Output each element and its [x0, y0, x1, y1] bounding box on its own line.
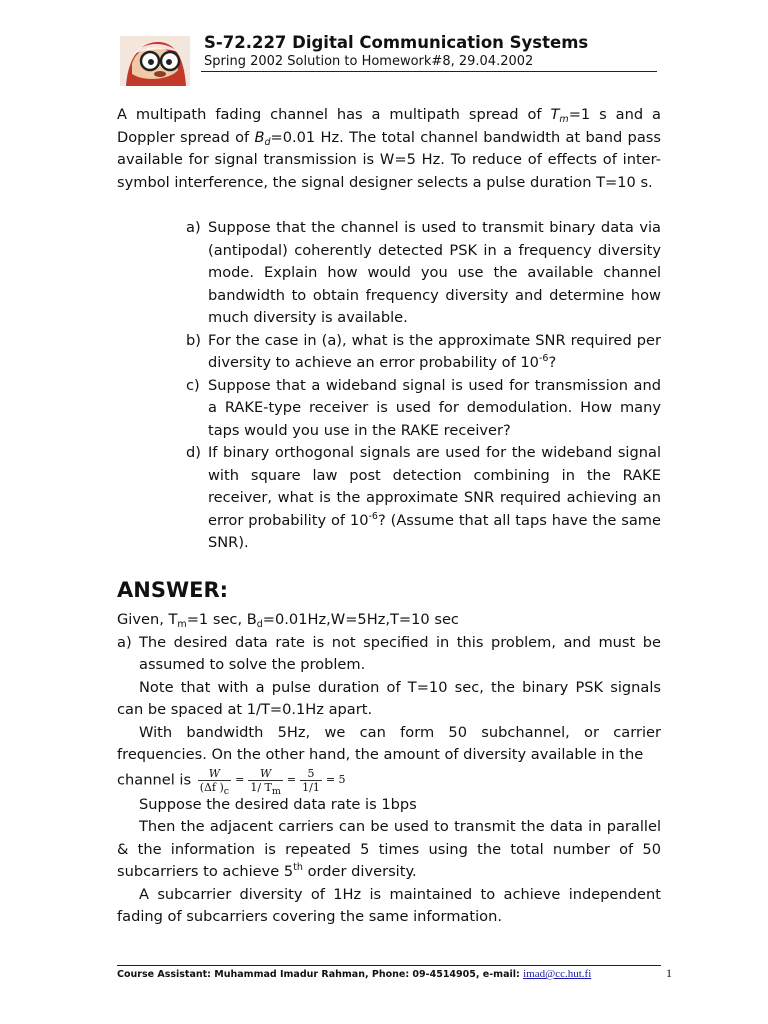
question-list	[186, 217, 661, 555]
answer-heading: ANSWER:	[117, 578, 229, 602]
answer-label: a)	[117, 633, 132, 651]
answer-paragraph-bandwidth: With bandwidth 5Hz, we can form 50 subchannel, or carrier frequencies. On the other hand, the amount of diversity available in the	[117, 723, 661, 763]
answer-a: a) The desired data rate is not specified in this problem, and must be assumed to solve the problem.	[117, 633, 661, 673]
answer-body	[117, 609, 661, 929]
question-c	[186, 375, 661, 443]
question-label: c)	[186, 376, 200, 394]
footer-contact: Course Assistant: Muhammad Imadur Rahman, Phone: 09-4514905, e-mail: imad@cc.hut.fi	[117, 968, 592, 980]
page-number: 1	[666, 966, 672, 980]
question-label: b)	[186, 331, 201, 349]
question-label: a)	[186, 219, 201, 236]
cartoon-logo	[120, 36, 190, 86]
question-text: Suppose that a wideband signal is used for transmission and a RAKE-type receiver is used for demodulation. How many taps would you use in the RAKE receiver?	[208, 376, 661, 439]
answer-paragraph-carriers: Then the adjacent carriers can be used to transmit the data in parallel & the information is repeated 5 times using the total number of 50 subcarriers to achieve 5th order diversity.	[117, 818, 661, 880]
question-label: d)	[186, 444, 201, 461]
course-title: S-72.227 Digital Communication Systems	[204, 33, 589, 52]
given-line: Given, $T_m=1$ sec, $B_d=0.01Hz,W=5Hz,T=10$ sec	[117, 611, 459, 630]
header-rule	[201, 71, 657, 72]
diversity-formula-line: channel is $\frac{W}{(\Delta f )_c}$ = $\frac{W}{1/ T_m}$ = $\frac{5}{1/1}$ = 5	[117, 766, 346, 797]
footer-rule	[117, 965, 661, 966]
homework-subtitle: Spring 2002 Solution to Homework#8, 29.04.2002	[204, 54, 534, 69]
question-b	[186, 330, 661, 375]
question-text: If binary orthogonal signals are used for the wideband signal with square law post detection combining in the RAKE receiver, what is the approximate SNR required achieving an error probability of $10^{-6}$? (Assume that all taps have the same SNR).	[208, 444, 661, 551]
answer-paragraph-note: Note that with a pulse duration of T=10 sec, the binary PSK signals can be spaced at 1/T=0.1Hz apart.	[117, 678, 661, 718]
question-text: Suppose that the channel is used to transmit binary data via (antipodal) coherently detected PSK in a frequency diversity mode. Explain how would you use the available channel bandwidth to obtain frequency diversity and determine how much diversity is available.	[208, 219, 661, 326]
problem-statement: A multipath fading channel has a multipath spread of $T_m=1$ s and a Doppler spread of $B_d=0.01$ Hz. The total channel bandwidth at band pass available for signal transmission is W=5 Hz. To reduce of effects of inter-symbol interference, the signal designer selects a pulse duration T=10 s.	[117, 106, 661, 191]
answer-paragraph-rate: Suppose the desired data rate is 1bps	[139, 795, 417, 813]
email-link[interactable]: imad@cc.hut.fi	[523, 968, 592, 980]
question-text: For the case in (a), what is the approximate SNR required per diversity to achieve an error probability of $10^{-6}$?	[208, 331, 661, 371]
answer-paragraph-subcarrier: A subcarrier diversity of 1Hz is maintained to achieve independent fading of subcarriers covering the same information.	[117, 885, 661, 925]
question-a	[186, 217, 661, 330]
question-d	[186, 442, 661, 555]
diversity-formula: $\frac{W}{(\Delta f )_c}$ = $\frac{W}{1/ T_m}$ = $\frac{5}{1/1}$ = 5	[199, 766, 346, 797]
